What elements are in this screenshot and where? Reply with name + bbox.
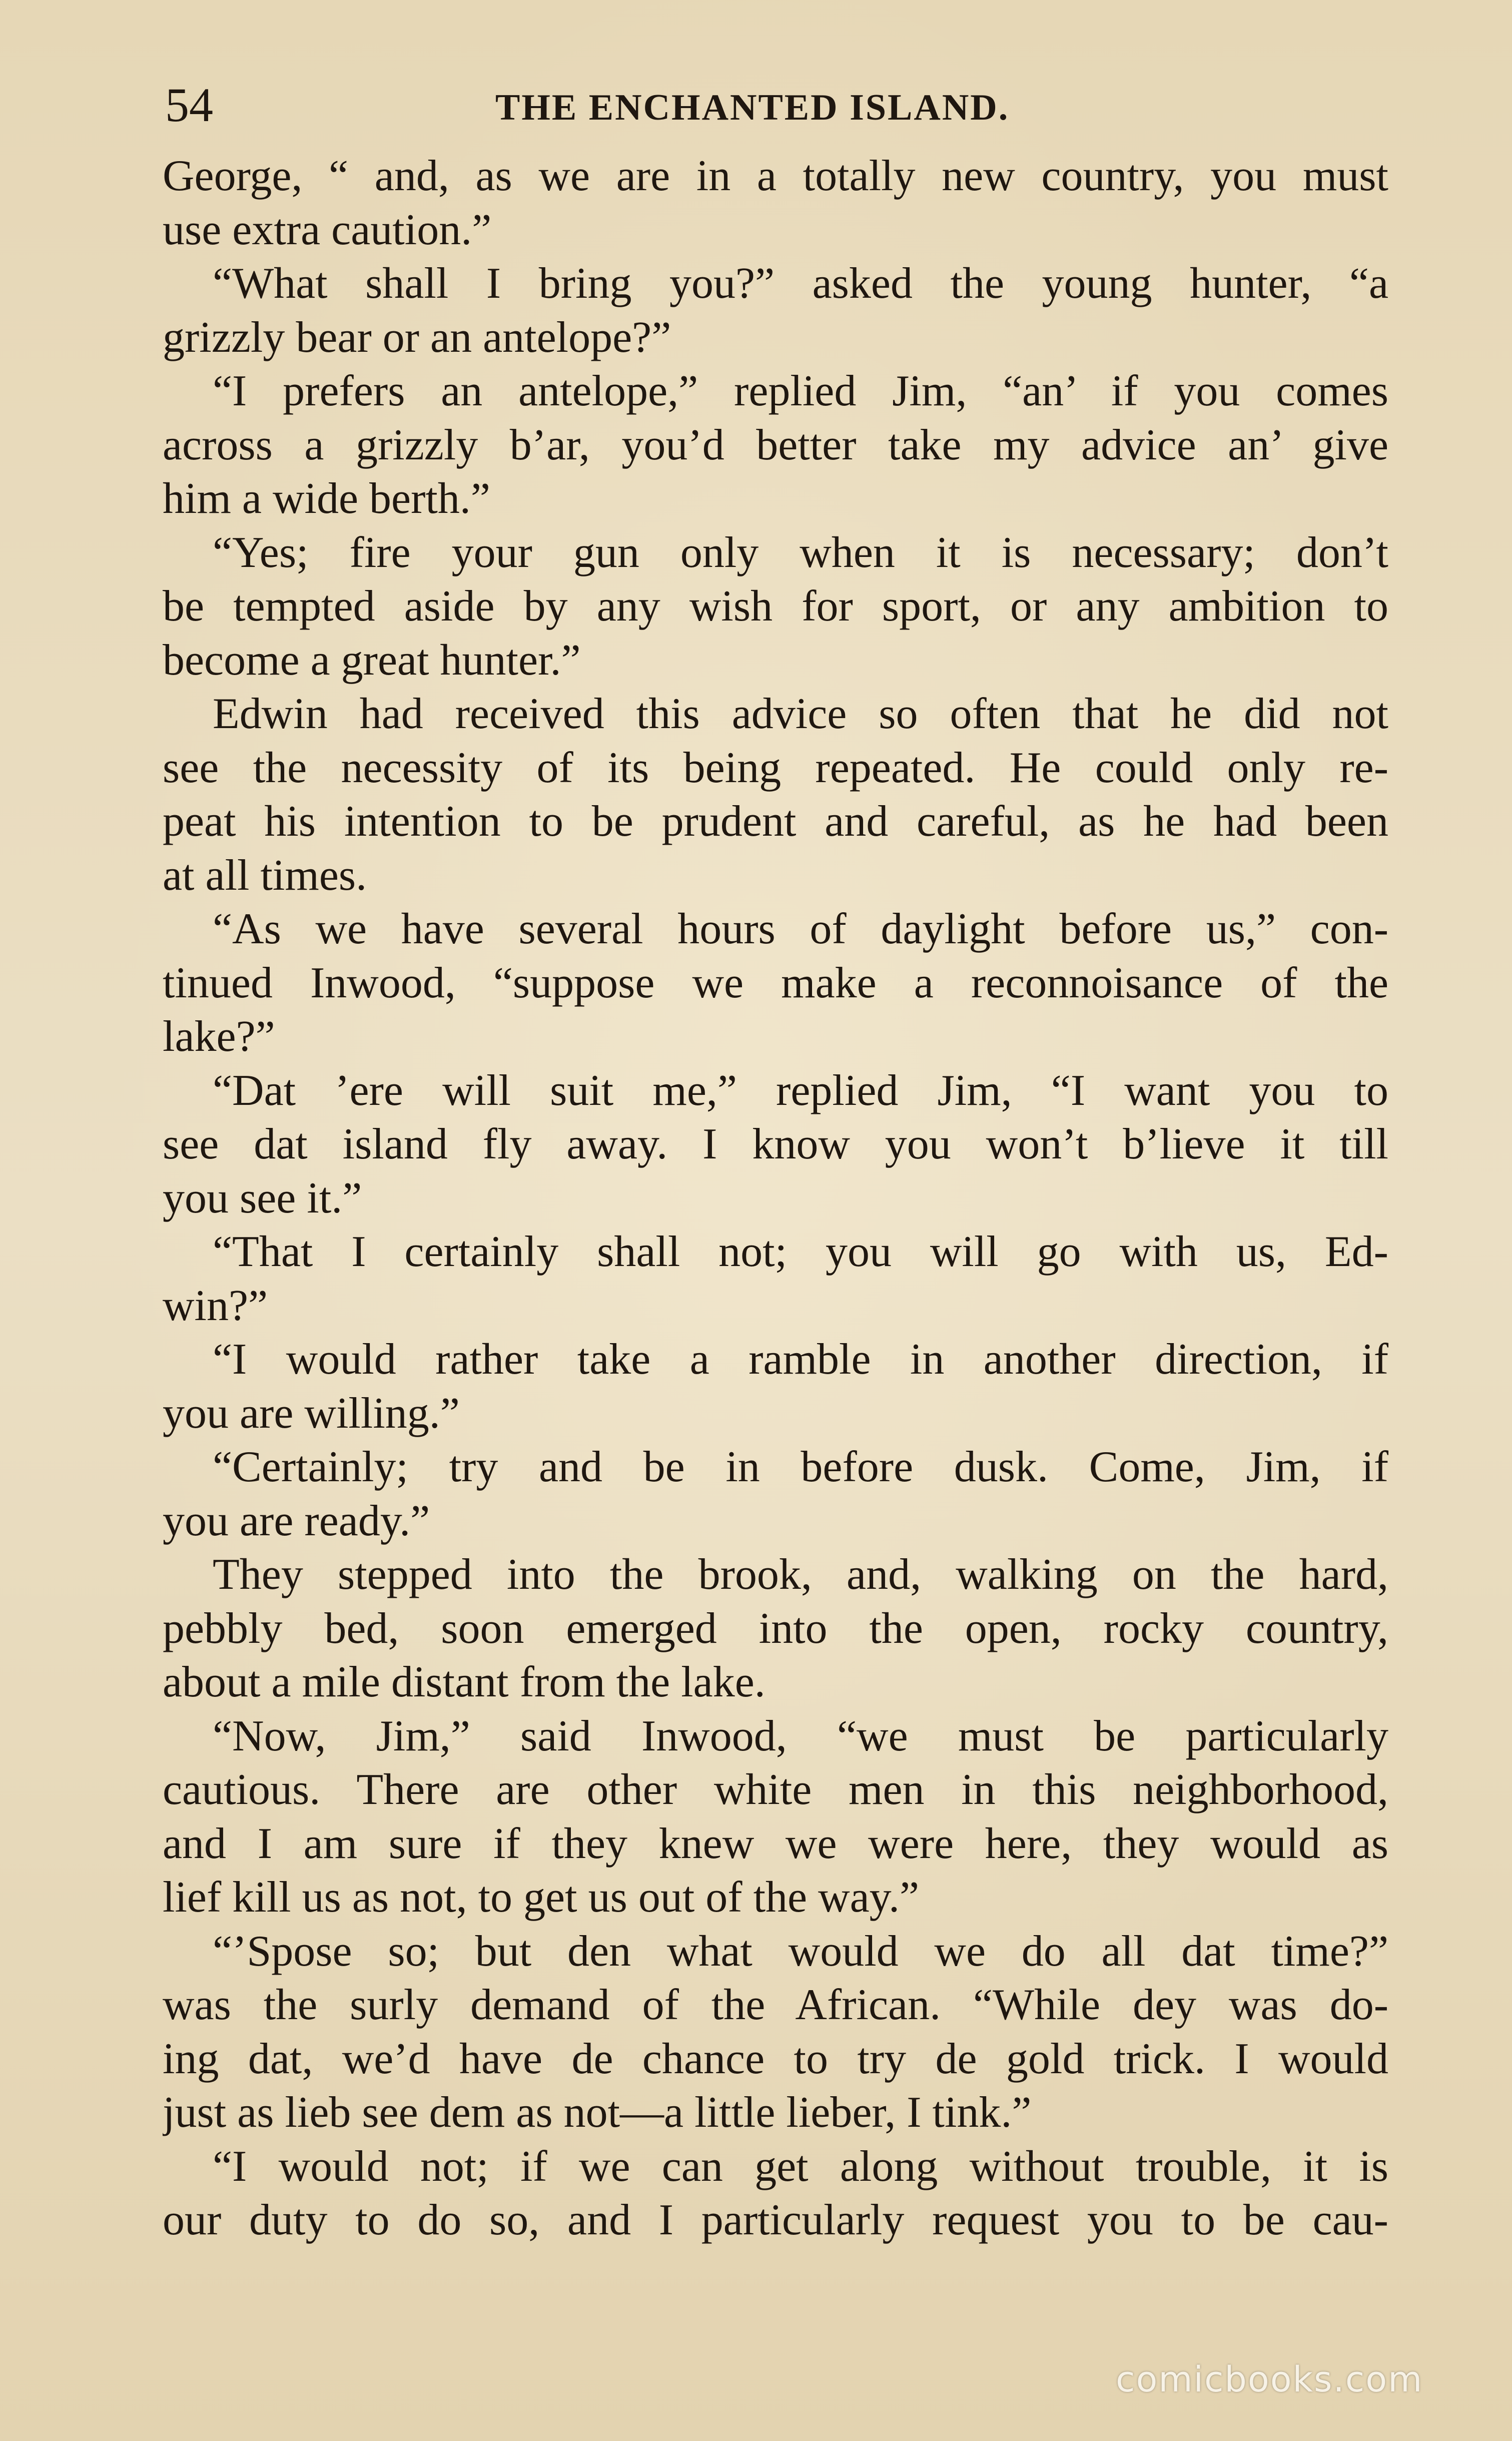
- text-line: win?”: [163, 1281, 268, 1330]
- text-line: lake?”: [163, 1012, 275, 1061]
- text-line: our duty to do so, and I particularly request you to be cau-: [163, 2196, 1388, 2244]
- text-line: Edwin had received this advice so often that he did not: [213, 690, 1388, 738]
- text-line: “Yes; fire your gun only when it is necessary; don’t: [213, 528, 1388, 577]
- text-line: use extra caution.”: [163, 205, 492, 254]
- text-line: “’Spose so; but den what would we do all dat time?”: [213, 1927, 1388, 1976]
- text-line: about a mile distant from the lake.: [163, 1658, 766, 1706]
- text-line: ing dat, we’d have de chance to try de gold trick. I would: [163, 2034, 1388, 2083]
- text-line: just as lieb see dem as not—a little lieber, I tink.”: [163, 2088, 1032, 2137]
- text-line: “I prefers an antelope,” replied Jim, “an’ if you comes: [213, 367, 1388, 415]
- text-line: grizzly bear or an antelope?”: [163, 313, 671, 362]
- text-line: pebbly bed, soon emerged into the open, rocky country,: [163, 1604, 1388, 1653]
- text-line: lief kill us as not, to get us out of the way.”: [163, 1873, 920, 1922]
- text-line: “That I certainly shall not; you will go with us, Ed-: [213, 1228, 1388, 1276]
- body-text: [163, 149, 1388, 2247]
- text-line: see the necessity of its being repeated. He could only re-: [163, 743, 1388, 792]
- text-line: “Now, Jim,” said Inwood, “we must be particularly: [213, 1711, 1388, 1760]
- page-header: [165, 75, 1391, 135]
- watermark: comicbooks.com: [1116, 2359, 1423, 2400]
- text-line: tinued Inwood, “suppose we make a reconnoisance of the: [163, 958, 1388, 1007]
- text-line: at all times.: [163, 851, 367, 900]
- text-line: “What shall I bring you?” asked the young hunter, “a: [213, 259, 1388, 308]
- text-line: was the surly demand of the African. “While dey was do-: [163, 1981, 1388, 2029]
- text-line: you are ready.”: [163, 1496, 430, 1545]
- running-head: THE ENCHANTED ISLAND.: [495, 87, 1010, 128]
- text-line: across a grizzly b’ar, you’d better take my advice an’ give: [163, 420, 1388, 469]
- text-line: you are willing.”: [163, 1389, 460, 1438]
- text-line: and I am sure if they knew we were here, they would as: [163, 1819, 1388, 1868]
- text-line: They stepped into the brook, and, walking on the hard,: [213, 1550, 1388, 1599]
- text-line: “Dat ’ere will suit me,” replied Jim, “I want you to: [213, 1066, 1388, 1115]
- text-line: “I would not; if we can get along without trouble, it is: [213, 2142, 1388, 2191]
- text-line: peat his intention to be prudent and careful, as he had been: [163, 797, 1388, 846]
- text-line: cautious. There are other white men in this neighborhood,: [163, 1765, 1388, 1814]
- text-line: him a wide berth.”: [163, 474, 490, 523]
- page-number: 54: [165, 78, 213, 132]
- text-line: “As we have several hours of daylight before us,” con-: [213, 905, 1388, 953]
- text-line: George, “ and, as we are in a totally new country, you must: [163, 152, 1388, 200]
- text-line: “Certainly; try and be in before dusk. Come, Jim, if: [213, 1443, 1388, 1491]
- text-line: be tempted aside by any wish for sport, or any ambition to: [163, 582, 1388, 631]
- text-line: “I would rather take a ramble in another direction, if: [213, 1335, 1388, 1384]
- text-line: you see it.”: [163, 1173, 362, 1223]
- text-line: see dat island fly away. I know you won’t b’lieve it till: [163, 1120, 1388, 1168]
- text-line: become a great hunter.”: [163, 636, 581, 685]
